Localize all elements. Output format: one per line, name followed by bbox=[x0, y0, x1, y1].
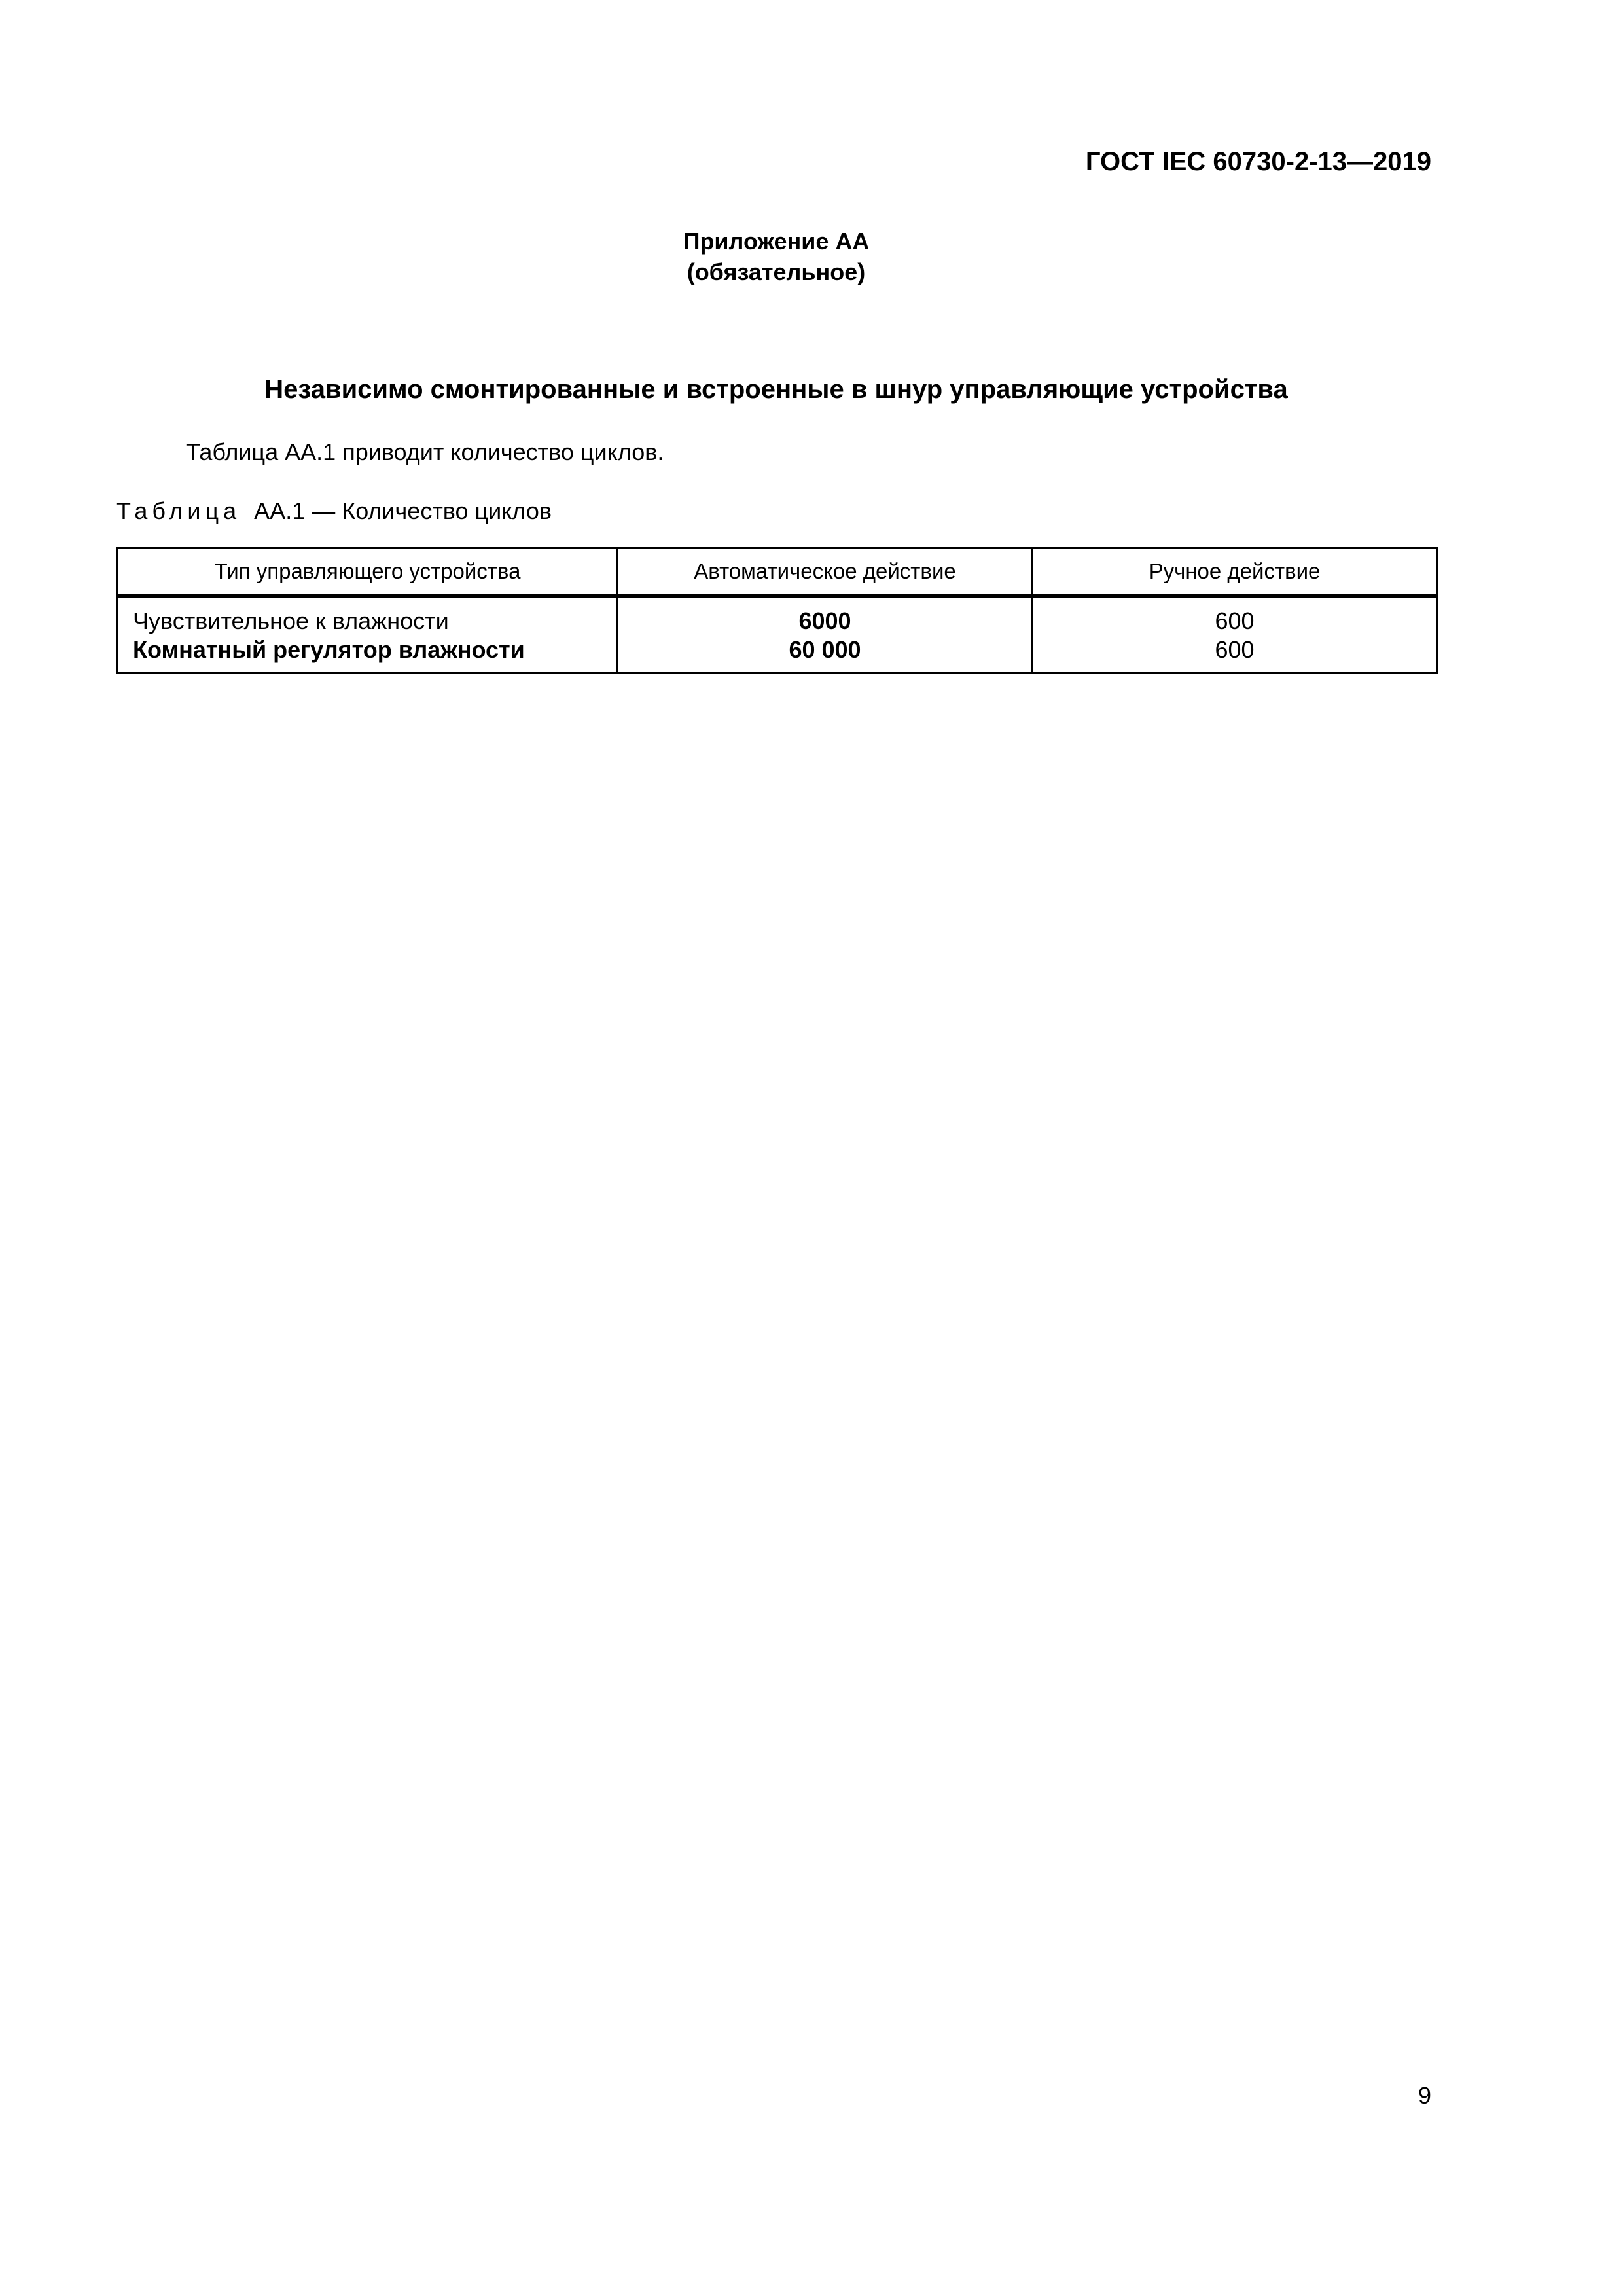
annex-heading bbox=[0, 226, 1552, 287]
row-1-manual: 600 bbox=[1215, 607, 1255, 634]
row-2-manual: 600 bbox=[1215, 636, 1255, 663]
header-manual-action: Ручное действие bbox=[1033, 548, 1437, 596]
row-2-automatic: 60 000 bbox=[789, 636, 861, 663]
header-automatic-action: Автоматическое действие bbox=[618, 548, 1033, 596]
table-caption-rest: АА.1 — Количество циклов bbox=[254, 497, 552, 524]
annex-status: (обязательное) bbox=[687, 259, 866, 285]
row-1-type: Чувствительное к влажности bbox=[133, 607, 449, 634]
table-caption bbox=[116, 497, 552, 525]
table-caption-word: Таблица bbox=[116, 497, 241, 524]
annex-title: Приложение АА bbox=[683, 228, 870, 255]
cell-control-type bbox=[118, 596, 618, 673]
cell-manual-action bbox=[1033, 596, 1437, 673]
cell-automatic-action bbox=[618, 596, 1033, 673]
cycles-table bbox=[116, 547, 1438, 674]
section-title: Независимо смонтированные и встроенные в шнур управляющие устройства bbox=[264, 375, 1288, 404]
header-control-type: Тип управляющего устройства bbox=[118, 548, 618, 596]
document-code: ГОСТ IEC 60730-2-13—2019 bbox=[1085, 147, 1431, 176]
row-1-automatic: 6000 bbox=[798, 607, 851, 634]
page-number: 9 bbox=[1418, 2082, 1431, 2109]
row-2-type: Комнатный регулятор влажности bbox=[133, 636, 525, 663]
table-row bbox=[118, 596, 1437, 673]
intro-paragraph: Таблица АА.1 приводит количество циклов. bbox=[186, 439, 664, 465]
table-header-row bbox=[118, 548, 1437, 596]
